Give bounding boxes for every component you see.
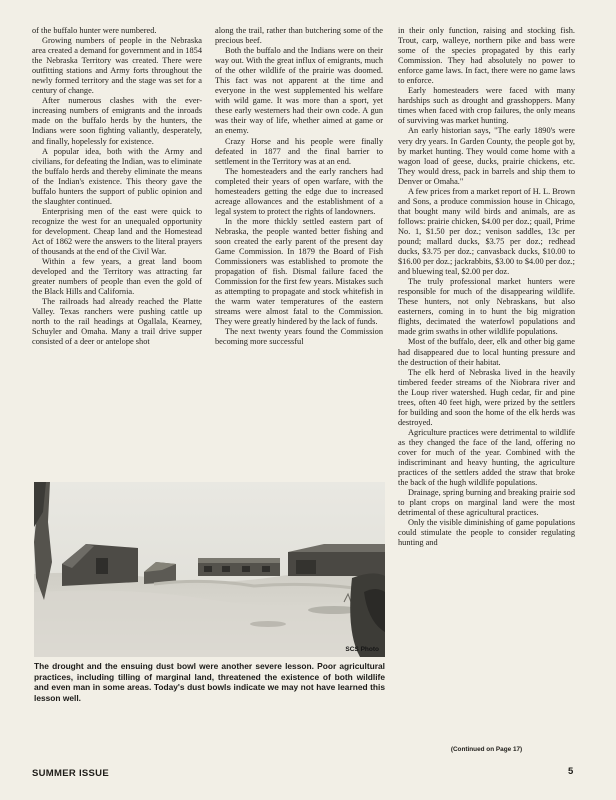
paragraph: A few prices from a market report of H. L. Brown and Sons, a produce commission house in Chicago, that bought many wild birds and animals, are as follows: prairie chicken, $4.00 per doz.; quail, Prime No. 1, $1.50 per doz.; venison saddles, 13c per pound; mallard ducks, $3.75 per doz.; redhead ducks, $3.75 per doz.; canvasback ducks, $10.00 to $16.00 per doz.; jackrabbits, $3.00 to $4.00 per doz.; and bluewing teal, $2.00 per doz. bbox=[398, 186, 575, 277]
paragraph: Agriculture practices were detrimental to wildlife as they changed the face of the land, offering no cover for much of the year. Combined with the indiscriminant and heavy hunting, the agriculture practices of the settlers added the straw that broke the back of the hugh wildlife populations. bbox=[398, 427, 575, 488]
page-number: 5 bbox=[568, 766, 574, 777]
article-column-2 bbox=[215, 26, 383, 348]
paragraph: in their only function, raising and stocking fish. Trout, carp, walleye, northern pike and bass were some of the species propagated by this early Commission. They had absolutely no power to enforce game laws. In fact, there were no game laws to enforce. bbox=[398, 26, 575, 86]
paragraph: Crazy Horse and his people were finally defeated in 1877 and the final barrier to settlement in the Territory was at an end. bbox=[215, 136, 383, 166]
paragraph: A popular idea, both with the Army and civilians, for defeating the Indian, was to eliminate the buffalo herds and thereby eliminate the means of the Indian's existence. This theory gave the buffalo hunters the support of public opinion and the slaughter continued. bbox=[32, 146, 202, 206]
paragraph: Enterprising men of the east were quick to recognize the west for an unequaled opportunity for development. Cheap land and the Homestead Act of 1862 were the answers to the literal prayers of thousands at the end of the Civil War. bbox=[32, 206, 202, 257]
paragraph: Most of the buffalo, deer, elk and other big game had disappeared due to local hunting pressure and the destruction of their habitat. bbox=[398, 337, 575, 367]
paragraph: The homesteaders and the early ranchers had completed their years of open warfare, with the homesteaders getting the edge due to increased acreage allowances and the establishment of a legal system to protect the rights of landowners. bbox=[215, 166, 383, 216]
issue-title: SUMMER ISSUE bbox=[32, 768, 109, 779]
photo-credit: SCS Photo bbox=[345, 646, 379, 653]
paragraph: An early historian says, "The early 1890's were very dry years. In Garden County, the people got by, by market hunting. They would come home with a wagon load of geese, ducks, prairie chickens, etc. They would dress, pack in barrels and ship them to Denver or Omaha." bbox=[398, 126, 575, 186]
paragraph: along the trail, rather than butchering some of the precious beef. bbox=[215, 26, 383, 46]
paragraph: Within a few years, a great land boom developed and the Territory was attracting far greater numbers of people than even the gold of the Black Hills and California. bbox=[32, 257, 202, 297]
paragraph: The truly professional market hunters were responsible for much of the disappearing wildlife. These hunters, not only Nebraskans, but also easterners, coming in to hunt the big migration flights, decimated the waterfowl populations and made grim swaths in other wildlife populations. bbox=[398, 277, 575, 337]
paragraph: Only the visible diminishing of game populations could stimulate the people to consider regulating hunting and bbox=[398, 518, 575, 548]
paragraph: The railroads had already reached the Platte Valley. Texas ranchers were pushing cattle up north to the rail headings at Ogallala, Kearney, Schuyler and Omaha. Many a trail drive supper consisted of a deer or antelope shot bbox=[32, 297, 202, 347]
article-column-1 bbox=[32, 26, 202, 348]
farmstead-dust-image bbox=[34, 482, 385, 657]
paragraph: of the buffalo hunter were numbered. bbox=[32, 26, 157, 35]
paragraph: The elk herd of Nebraska lived in the heavily timbered feeder streams of the Niobrara river and the Loup river watershed. Hugh cedar, fir and pine trees, often 40 feet high, were prized by the settlers for building and soon the home of the elk herds was destroyed. bbox=[398, 367, 575, 427]
article-column-3 bbox=[398, 26, 575, 548]
paragraph: Growing numbers of people in the Nebraska area created a demand for government and in 1854 the Nebraska Territory was created. There were outfitting stations and Army forts throughout the newly formed territory and the stage was set for a century of change. bbox=[32, 36, 202, 96]
paragraph: Early homesteaders were faced with many hardships such as drought and grasshoppers. Many times when faced with crop failures, the only means of surviving was market hunting. bbox=[398, 86, 575, 126]
paragraph: The next twenty years found the Commission becoming more successful bbox=[215, 327, 383, 347]
continued-note: (Continued on Page 17) bbox=[450, 746, 523, 753]
paragraph: Both the buffalo and the Indians were on their way out. With the great influx of emigrants, much of the other wildlife of the prairie was doomed. This fact was not apparent at the time and everyone in the west supplemented his welfare with wild game. It was more than a sport, yet these early westerners had their own code. A gun was their way of life, whether aimed at game or an enemy. bbox=[215, 46, 383, 136]
dust-bowl-photo bbox=[34, 482, 385, 657]
paragraph: Drainage, spring burning and breaking prairie sod to plant crops on marginal land were the most detrimental of these agricultural practices. bbox=[398, 488, 575, 518]
paragraph: After numerous clashes with the ever-increasing numbers of emigrants and the inroads made on the buffalo herds by the hunters, the Indians were soon fighting valiantly, desperately, and finally, hopelessly for existence. bbox=[32, 96, 202, 146]
photo-caption: The drought and the ensuing dust bowl were another severe lesson. Poor agricultural practices, including tilling of marginal land, threatened the existence of both wildlife and even man in some areas. Today's dust bowls indicate we may not have learned this lesson well. bbox=[34, 661, 385, 703]
paragraph: In the more thickly settled eastern part of Nebraska, the people wanted better fishing and soon created the early parent of the present day Game Commission. In 1879 the Board of Fish Commissioners was established to promote the propagation of fish. Dismal failure faced the Commission for the first few years. Mistakes such as attempting to propagate and stock whitefish in the warm water temperatures of the eastern streams were almost fatal to the Commission. They were greatly hindered by the lack of funds. bbox=[215, 216, 383, 327]
